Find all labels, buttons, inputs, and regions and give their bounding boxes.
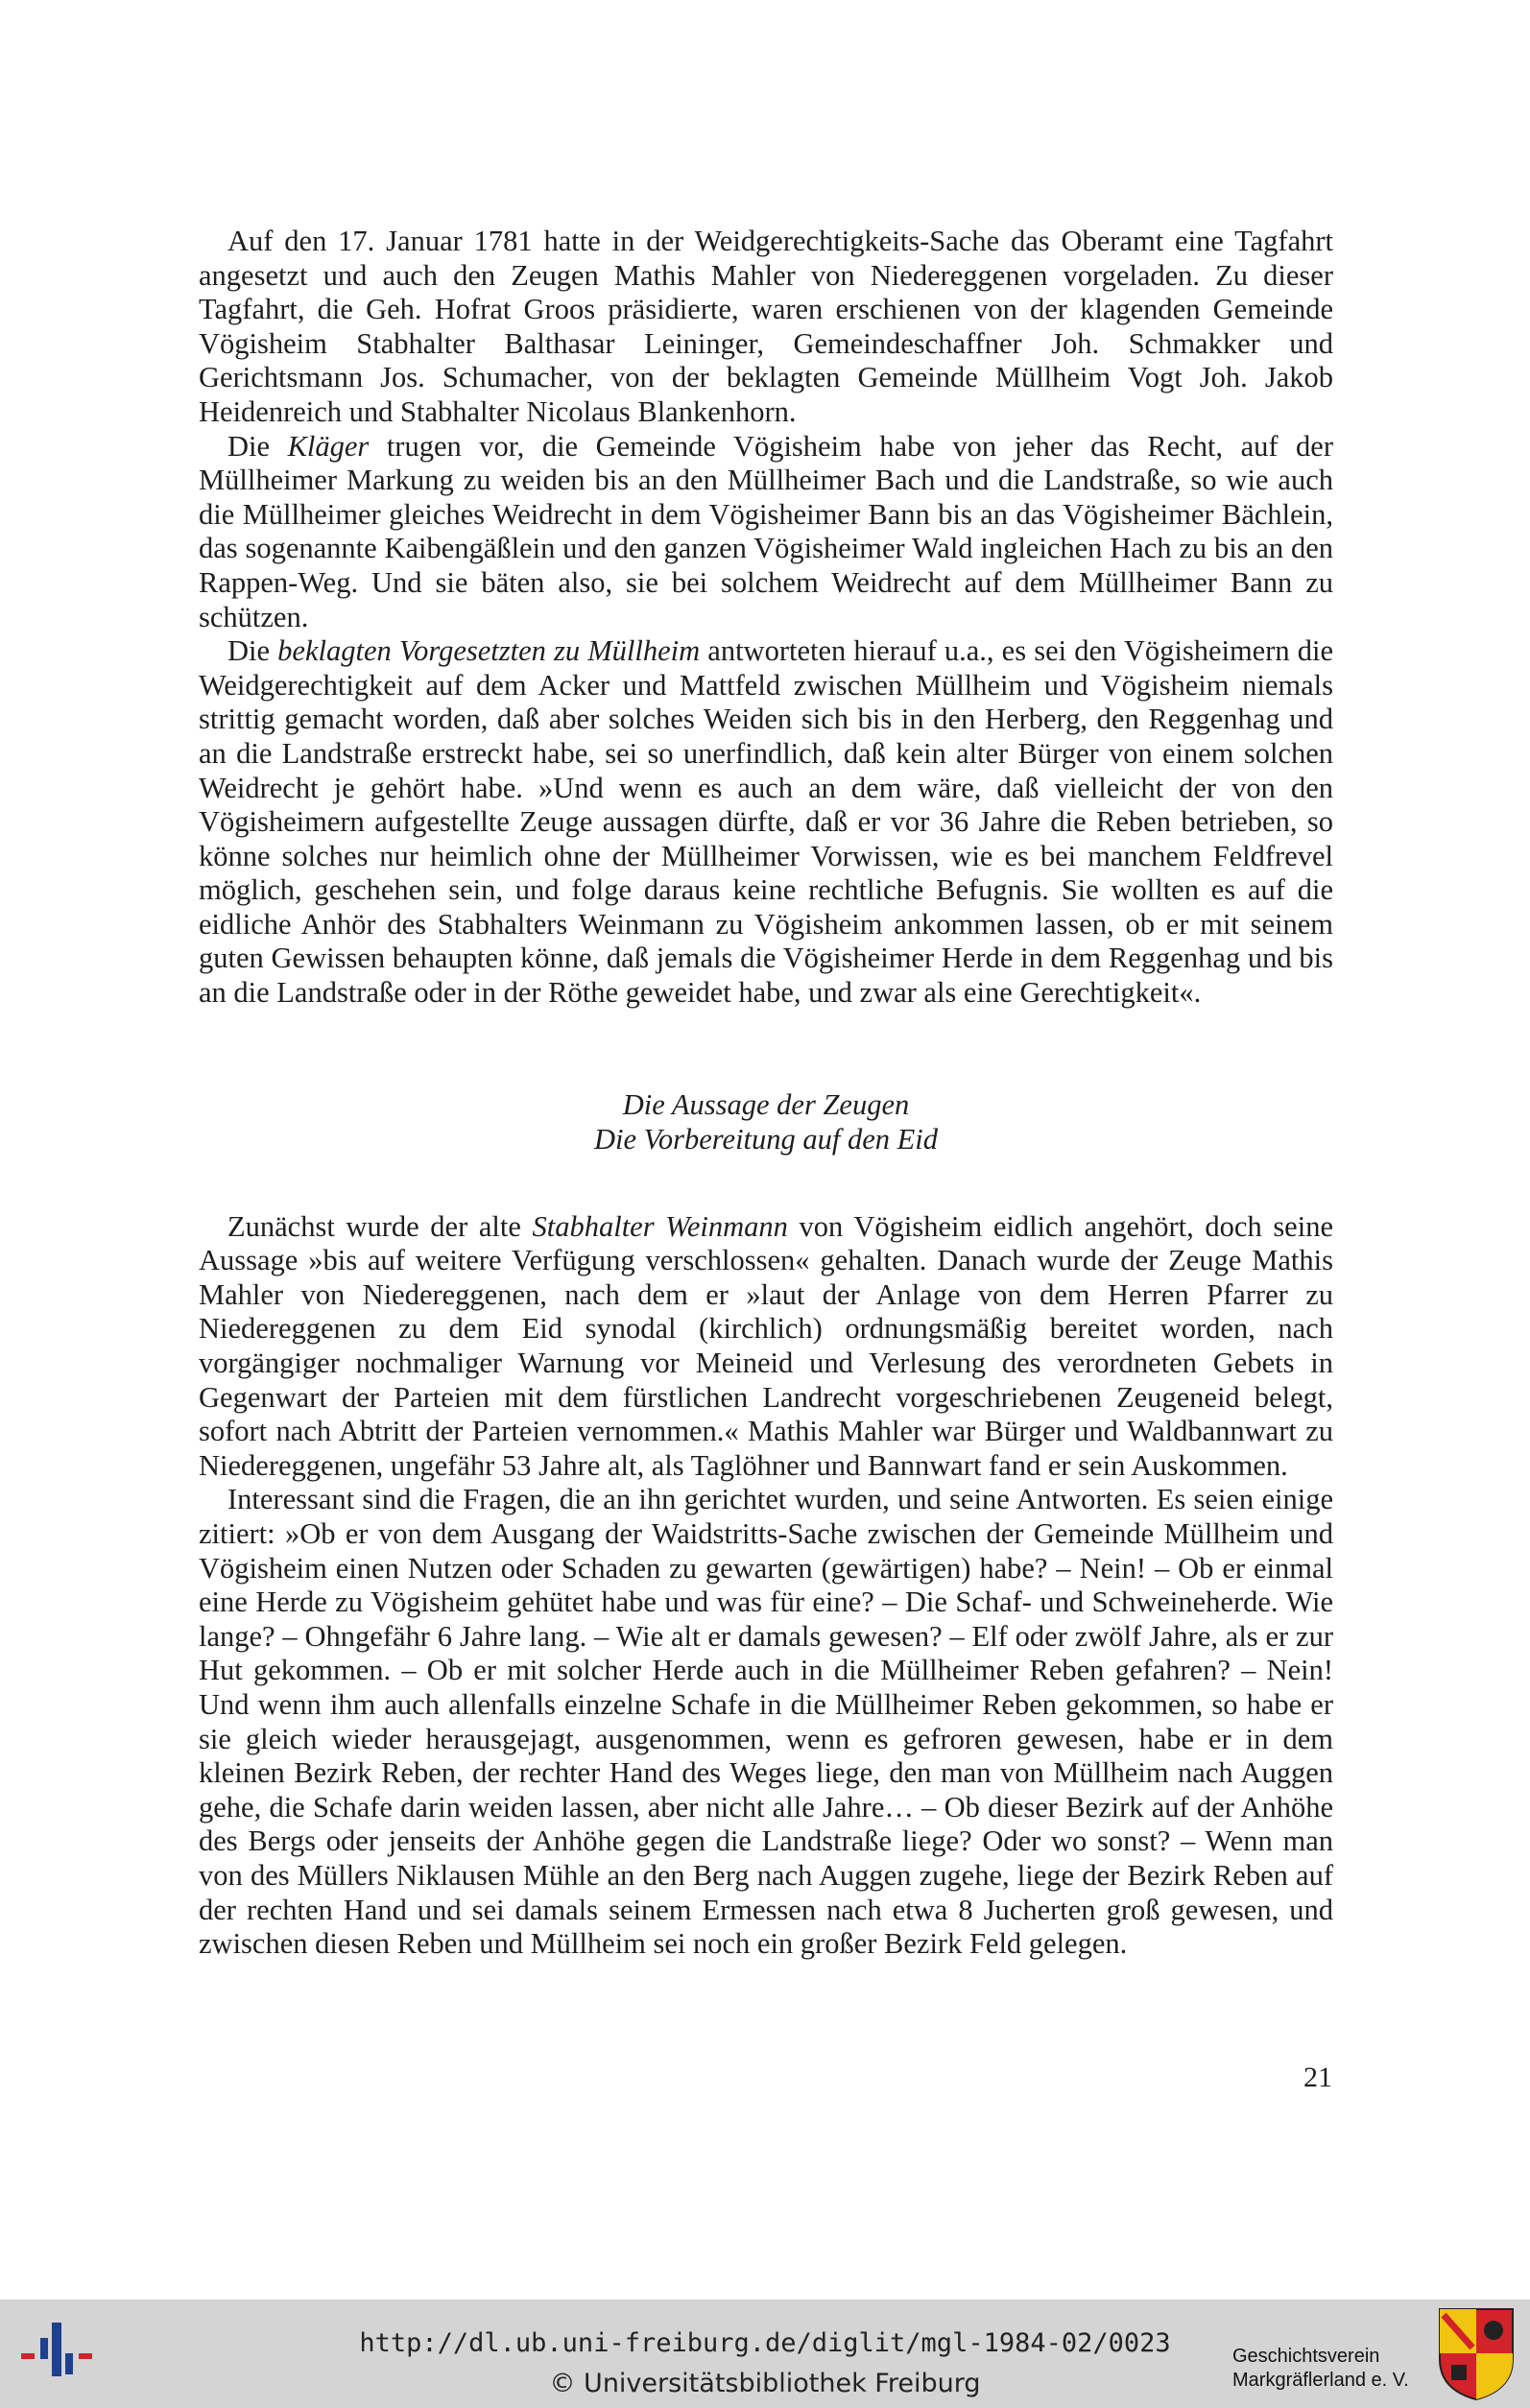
emphasis-weinmann: Stabhalter Weinmann — [532, 1209, 788, 1243]
emphasis-beklagten: beklagten Vorgesetzten zu Müllheim — [277, 634, 701, 668]
paragraph-3: Die beklagten Vorgesetzten zu Müllheim antworteten hierauf u.a., es sei den Vögisheimern die Weidgerechtigkeit auf dem Acker und Mattfeld zwischen Müllheim und Vögisheim niemals strittig gemacht worden, daß aber solches Weiden sich bis in den Herberg, den Reggenhag und an die Landstraße erstreckt habe, sei so unerfindlich, daß kein alter Bürger von einem solchen Weidrecht je gehört habe. »Und wenn es auch an dem wäre, daß vielleicht der von den Vögisheimern aufgestellte Zeuge aussagen dürfte, daß er vor 36 Jahre die Reben betrieben, so könne solches nur heimlich ohne der Müllheimer Vorwissen, wie es bei manchem Feldfrevel möglich, geschehen sein, und folge daraus keine rechtliche Befugnis. Sie wollten es auf die eidliche Anhör des Stabhalters Weinmann zu Vögisheim ankommen lassen, ob er mit seinem guten Gewissen behaupten könne, daß jemals die Vögisheimer Herde in dem Reggenhag und bis an die Landstraße oder in der Röthe geweidet habe, und zwar als eine Gerechtigkeit«. — [199, 634, 1334, 1010]
section-heading — [199, 1087, 1333, 1156]
paragraph-4: Zunächst wurde der alte Stabhalter Weinmann von Vögisheim eidlich angehört, doch seine Aussage »bis auf weitere Verfügung verschlossen« gehalten. Danach wurde der Zeuge Mathis Mahler von Niedereggenen, nach dem er »laut der Anlage von dem Herren Pfarrer zu Niedereggenen zu dem Eid synodal (kirchlich) ordnungsmäßig bereitet worden, nach vorgängiger nochmaliger Warnung vor Meineid und Verlesung des verordneten Gebets in Gegenwart der Parteien mit dem fürstlichen Landrecht vorgeschriebenen Zeugeneid belegt, sofort nach Abtritt der Parteien vernommen.« Mathis Mahler war Bürger und Waldbannwart zu Niedereggenen, ungefähr 53 Jahre alt, als Taglöhner und Bannwart fand er sein Auskommen. — [199, 1209, 1333, 1482]
footer-copyright: © Universitätsbibliothek Freiburg — [549, 2369, 981, 2398]
org-name — [1232, 2345, 1424, 2393]
paragraph-1: Auf den 17. Januar 1781 hatte in der Weidgerechtigkeits-Sache das Oberamt eine Tagfahrt angesetzt und auch den Zeugen Mathis Mahler von Niedereggenen vorgeladen. Zu dieser Tagfahrt, die Geh. Hofrat Groos präsidierte, waren erschienen von der klagenden Gemeinde Vögisheim Stabhalter Balthasar Leininger, Gemeindeschaffner Joh. Schmakker und Gerichtsmann Jos. Schumacher, von der beklagten Gemeinde Müllheim Vogt Joh. Jakob Heidenreich und Stabhalter Nicolaus Blankenhorn. — [199, 225, 1333, 428]
coat-of-arms-icon — [1436, 2305, 1517, 2401]
heading-line-1: Die Aussage der Zeugen — [622, 1087, 910, 1121]
page-body — [199, 225, 1333, 1962]
emphasis-klaeger: Kläger — [287, 429, 370, 463]
paragraph-2: Die Kläger trugen vor, die Gemeinde Vögisheim habe von jeher das Recht, auf der Müllheimer Markung zu weiden bis an den Müllheimer Bach und die Landstraße, so wie auch die Müllheimer gleiches Weidrecht in dem Vögisheimer Bann bis an das Vögisheimer Bächlein, das sogenannte Kaibengäßlein und den ganzen Vögisheimer Wald ingleichen Hach zu bis an den Rappen-Weg. Und sie bäten also, sie bei solchem Weidrecht auf dem Müllheimer Bann zu schützen. — [199, 429, 1333, 633]
page-number: 21 — [1303, 2062, 1332, 2093]
footer-url-link[interactable]: http://dl.ub.uni-freiburg.de/diglit/mgl-1984-02/0023 — [359, 2328, 1171, 2358]
heading-line-2: Die Vorbereitung auf den Eid — [593, 1122, 939, 1156]
paragraph-5: Interessant sind die Fragen, die an ihn gerichtet wurden, und seine Antworten. Es seien einige zitiert: »Ob er von dem Ausgang der Waidstritts-Sache zwischen der Gemeinde Müllheim und Vögisheim einen Nutzen oder Schaden zu gewarten (gewärtigen) habe? – Nein! – Ob er einmal eine Herde zu Vögisheim gehütet habe und was für eine? – Die Schaf- und Schweineherde. Wie lange? – Ohngefähr 6 Jahre lang. – Wie alt er damals gewesen? – Elf oder zwölf Jahre, als er zur Hut gekommen. – Ob er mit solcher Herde auch in die Müllheimer Reben gefahren? – Nein! Und wenn ihm auch allenfalls einzelne Schafe in die Müllheimer Reben gekommen, so habe er sie gleich wieder herausgejagt, ausgenommen, wenn es gefroren gewesen, habe er in dem kleinen Bezirk Reben, der rechter Hand des Weges liege, den man von Müllheim nach Auggen gehe, die Schafe darin weiden lassen, aber nicht alle Jahre… – Ob dieser Bezirk auf der Anhöhe des Bergs oder jenseits der Anhöhe gegen die Landstraße liege? Oder wo sonst? – Wenn man von des Müllers Niklausen Mühle an den Berg nach Auggen zugehe, liege der Bezirk Reben auf der rechten Hand und sei damals seinem Ermessen nach etwa 8 Jucherten groß gewesen, und zwischen diesen Reben und Müllheim sei noch ein großer Bezirk Feld gelegen. — [199, 1483, 1333, 1961]
footer-bar — [0, 2300, 1530, 2408]
org-name-line-1: Geschichtsverein — [1232, 2346, 1380, 2367]
org-name-line-2: Markgräflerland e. V. — [1232, 2370, 1409, 2391]
